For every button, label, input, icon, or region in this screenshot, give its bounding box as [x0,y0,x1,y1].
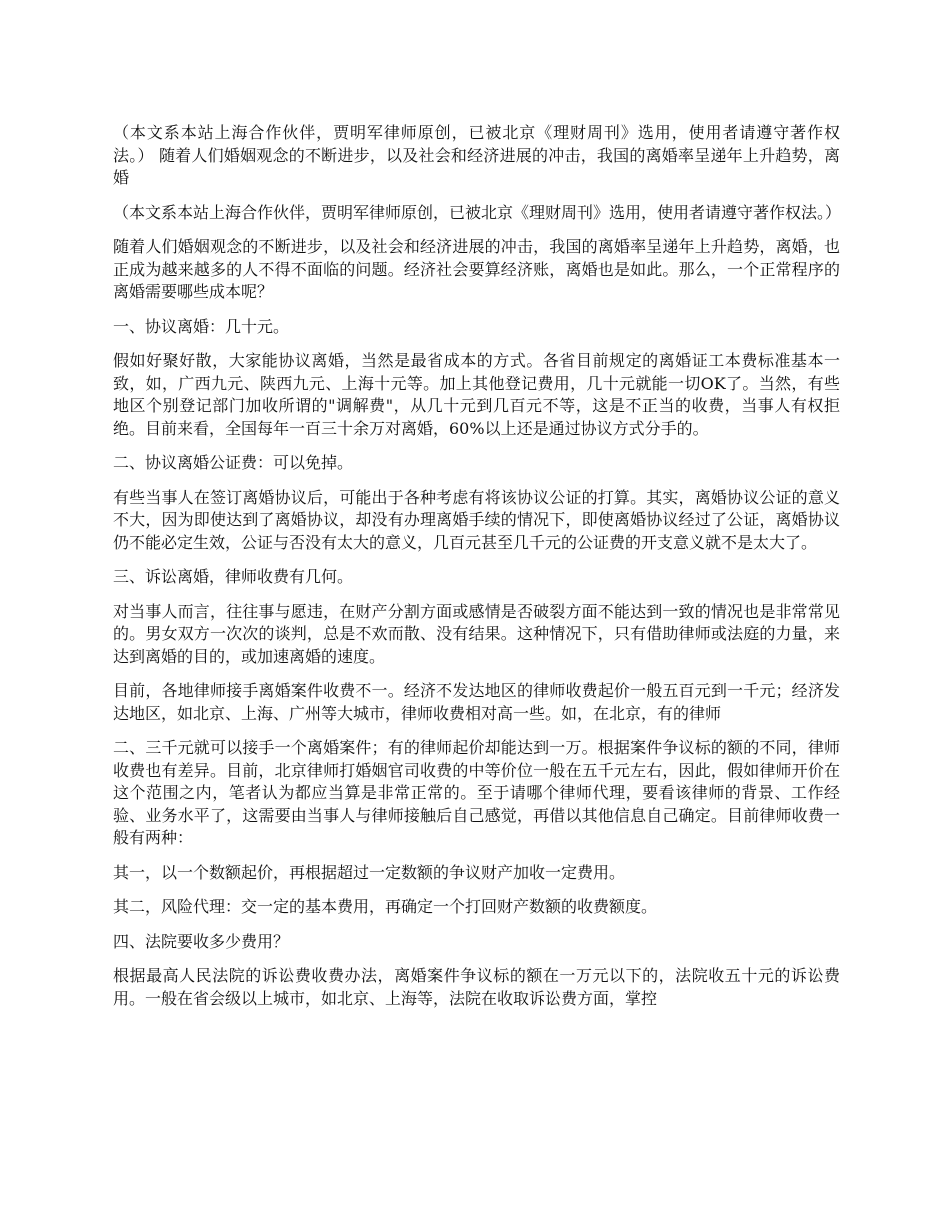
document-body [113,122,840,1022]
agreement-divorce-paragraph: 假如好聚好散，大家能协议离婚，当然是最省成本的方式。各省目前规定的离婚证工本费标准基本一致，如，广西九元、陕西九元、上海十元等。加上其他登记费用，几十元就能一切OK了。当然，有些地区个别登记部门加收所谓的"调解费"，从几十元到几百元不等，这是不正当的收费，当事人有权拒绝。目前来看，全国每年一百三十余万对离婚，60%以上还是通过协议方式分手的。 [113,351,840,438]
lawyer-fee-regional-paragraph: 目前，各地律师接手离婚案件收费不一。经济不发达地区的律师收费起价一般五百元到一千元；经济发达地区，如北京、上海、广州等大城市，律师收费相对高一些。如，在北京，有的律师 [113,681,840,723]
section-heading-agreement-divorce: 一、协议离婚：几十元。 [113,316,290,336]
notary-fee-paragraph: 有些当事人在签订离婚协议后，可能出于各种考虑有将该协议公证的打算。其实，离婚协议公证的意义不大，因为即使达到了离婚协议，却没有办理离婚手续的情况下，即使离婚协议经过了公证，离婚协议仍不能必定生效，公证与否没有太大的意义，几百元甚至几千元的公证费的开支意义就不是太大了。 [113,487,840,552]
section-heading-court-fee: 四、法院要收多少费用？ [113,931,290,951]
fee-method-one-paragraph: 其一，以一个数额起价，再根据超过一定数额的争议财产加收一定费用。 [113,862,626,882]
intro-summary-paragraph: （本文系本站上海合作伙伴，贾明军律师原创，已被北京《理财周刊》选用，使用者请遵守著作权法。） 随着人们婚姻观念的不断进步，以及社会和经济进展的冲击，我国的离婚率呈递年上升趋势，离婚 [113,123,840,187]
section-heading-lawyer-fee: 三、诉讼离婚，律师收费有几何。 [113,567,354,586]
lawyer-fee-range-paragraph: 二、三千元就可以接手一个离婚案件；有的律师起价却能达到一万。根据案件争议标的额的不同，律师收费也有差异。目前，北京律师打婚姻官司收费的中等价位一般在五千元左右，因此，假如律师开价在这个范围之内，笔者认为都应当算是非常正常的。至于请哪个律师代理，要看该律师的背景、工作经验、业务水平了，这需要由当事人与律师接触后自己感觉，再借以其他信息自己确定。目前律师收费一般有两种： [113,738,840,847]
fee-method-two-paragraph: 其二，风险代理：交一定的基本费用，再确定一个打回财产数额的收费额度。 [113,897,658,916]
court-fee-paragraph: 根据最高人民法院的诉讼费收费办法，离婚案件争议标的额在一万元以下的，法院收五十元的诉讼费用。一般在省会级以上城市，如北京、上海等，法院在收取诉讼费方面，掌控 [113,966,840,1008]
introduction-paragraph: 随着人们婚姻观念的不断进步，以及社会和经济进展的冲击，我国的离婚率呈递年上升趋势，离婚，也正成为越来越多的人不得不面临的问题。经济社会要算经济账，离婚也是如此。那么，一个正常程序的离婚需要哪些成本呢？ [113,237,840,301]
litigation-paragraph: 对当事人而言，往往事与愿违，在财产分割方面或感情是否破裂方面不能达到一致的情况也是非常常见的。男女双方一次次的谈判，总是不欢而散、没有结果。这种情况下，只有借助律师或法庭的力量，来达到离婚的目的，或加速离婚的速度。 [113,601,840,666]
section-heading-notary-fee: 二、协议离婚公证费：可以免掉。 [113,453,354,472]
copyright-notice-paragraph: （本文系本站上海合作伙伴，贾明军律师原创，已被北京《理财周刊》选用，使用者请遵守著作权法。） [113,202,842,222]
